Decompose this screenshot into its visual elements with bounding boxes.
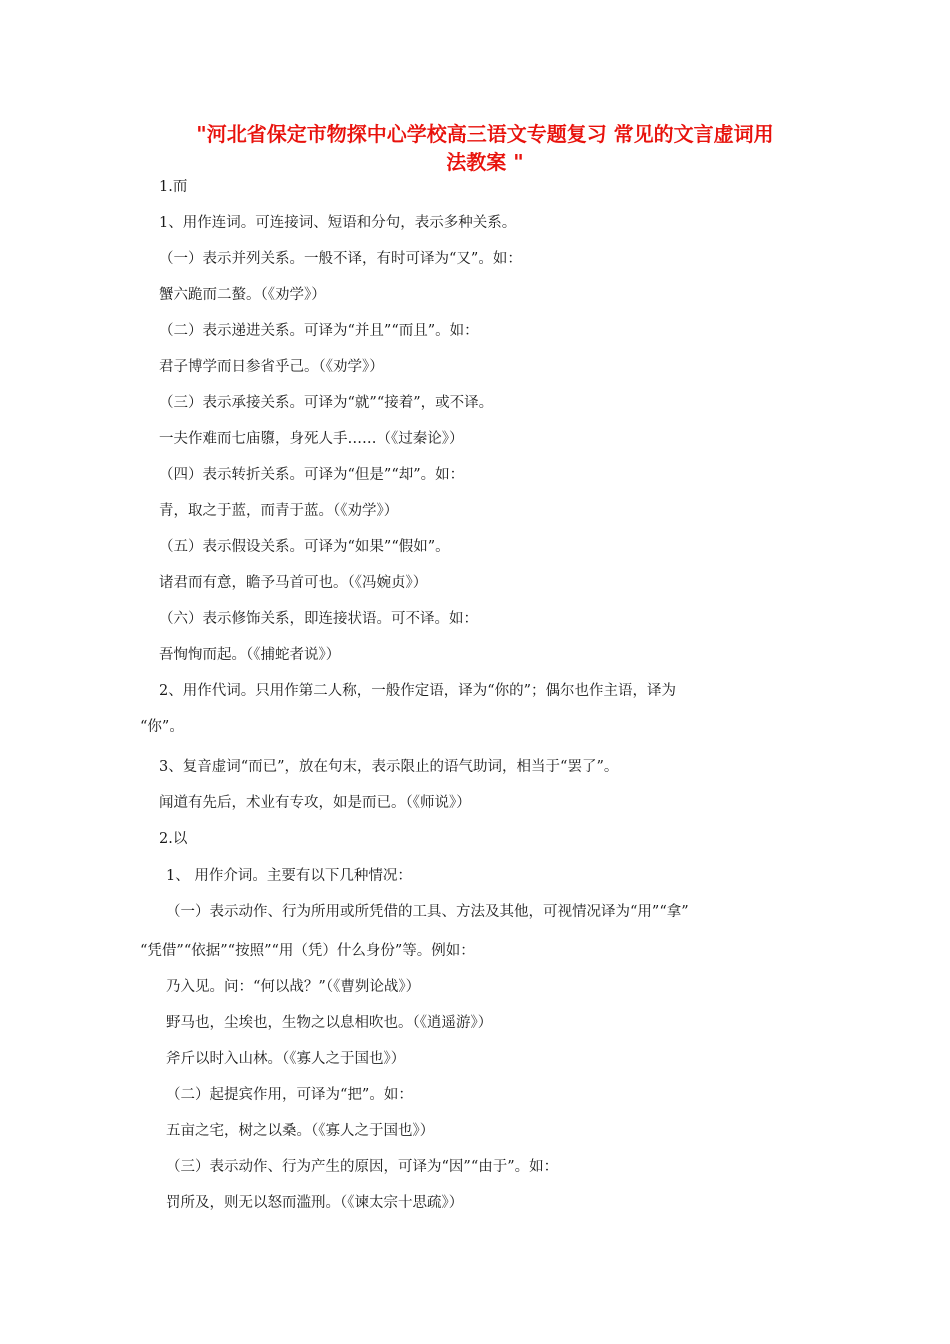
paragraph-line: （四）表示转折关系。可译为“但是”“却”。如：	[159, 467, 465, 483]
example-line: 罚所及，则无以怒而滥刑。（《谏太宗十思疏》）	[166, 1195, 464, 1211]
paragraph-line: （一）表示动作、行为所用或所凭借的工具、方法及其他，可视情况译为“用”“拿”	[166, 904, 689, 920]
example-line: 五亩之宅，树之以桑。（《寡人之于国也》）	[166, 1123, 435, 1139]
example-line: 青，取之于蓝，而青于蓝。（《劝学》）	[159, 503, 399, 519]
paragraph-line: （三）表示承接关系。可译为“就”“接着”，或不译。	[159, 395, 494, 411]
paragraph-line: （一）表示并列关系。一般不译，有时可译为“又”。如：	[159, 251, 522, 267]
paragraph-line: “凭借”“依据”“按照”“用（凭）什么身份”等。例如：	[140, 943, 475, 959]
paragraph-line: （五）表示假设关系。可译为“如果”“假如”。	[159, 539, 450, 555]
example-line: 乃入见。问：“何以战？”（《曹刿论战》）	[166, 979, 421, 995]
example-line: 一夫作难而七庙隳，身死人手……（《过秦论》）	[159, 431, 464, 447]
paragraph-line: 1、用作连词。可连接词、短语和分句，表示多种关系。	[159, 215, 517, 231]
example-line: 诸君而有意，瞻予马首可也。（《冯婉贞》）	[159, 575, 428, 591]
section-heading-er: 1.而	[159, 179, 188, 195]
paragraph-line: 1、 用作介词。主要有以下几种情况：	[166, 868, 412, 884]
paragraph-line: 2、用作代词。只用作第二人称，一般作定语，译为“你的”；偶尔也作主语，译为	[159, 683, 677, 699]
paragraph-line: （三）表示动作、行为产生的原因，可译为“因”“由于”。如：	[166, 1159, 559, 1175]
section-heading-yi: 2.以	[159, 831, 188, 847]
example-line: 吾恂恂而起。（《捕蛇者说》）	[159, 647, 341, 663]
document-title	[140, 120, 830, 176]
title-line-1: "河北省保定市物探中心学校高三语文专题复习 常见的文言虚词用	[196, 122, 774, 146]
example-line: 蟹六跪而二螯。（《劝学》）	[159, 287, 326, 303]
example-line: 闻道有先后，术业有专攻，如是而已。（《师说》）	[159, 795, 471, 811]
paragraph-line: （二）表示递进关系。可译为“并且”“而且”。如：	[159, 323, 479, 339]
example-line: 君子博学而日参省乎己。（《劝学》）	[159, 359, 384, 375]
title-line-2: 法教案 "	[446, 150, 524, 174]
paragraph-line: （六）表示修饰关系，即连接状语。可不译。如：	[159, 611, 478, 627]
paragraph-line: （二）起提宾作用，可译为“把”。如：	[166, 1087, 413, 1103]
example-line: 斧斤以时入山林。（《寡人之于国也》）	[166, 1051, 406, 1067]
paragraph-line: “你”。	[140, 719, 184, 735]
example-line: 野马也，尘埃也，生物之以息相吹也。（《逍遥游》）	[166, 1015, 493, 1031]
paragraph-line: 3、复音虚词“而已”，放在句末，表示限止的语气助词，相当于“罢了”。	[159, 759, 619, 775]
